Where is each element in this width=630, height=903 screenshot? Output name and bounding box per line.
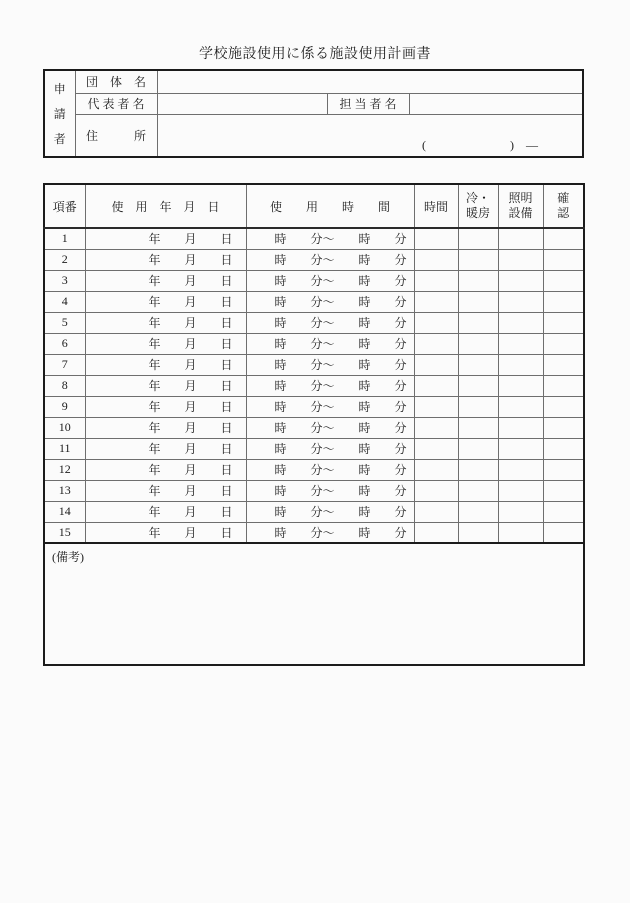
col-header-hvac [458, 184, 498, 228]
schedule-row [44, 270, 584, 291]
applicant-side-char: 請 [53, 107, 66, 121]
row-date-cell [85, 417, 246, 438]
row-hvac-cell [458, 333, 498, 354]
row-time-cell [246, 228, 414, 249]
row-number: 3 [44, 270, 85, 291]
row-hvac-cell [458, 270, 498, 291]
row-confirm-cell [543, 312, 584, 333]
row-time-template: 時 分～ 時 分 [274, 525, 407, 540]
row-number: 5 [44, 312, 85, 333]
row-lighting-cell [498, 291, 543, 312]
applicant-side-char: 者 [53, 131, 66, 146]
row-number: 11 [44, 438, 85, 459]
address-field [157, 114, 583, 157]
row-time-cell [246, 480, 414, 501]
schedule-row [44, 522, 584, 543]
row-number: 4 [44, 291, 85, 312]
schedule-header-row [44, 184, 584, 228]
row-confirm-cell [543, 291, 584, 312]
row-date-cell [85, 291, 246, 312]
row-hours-cell [414, 480, 458, 501]
row-lighting-cell [498, 438, 543, 459]
row-date-template: 年 月 日 [148, 463, 233, 477]
applicant-table [43, 69, 584, 158]
row-date-template: 年 月 日 [148, 274, 233, 288]
row-time-template: 時 分～ 時 分 [274, 463, 407, 477]
col-header-confirm-line1: 確 [557, 191, 570, 205]
applicant-side-char: 申 [53, 82, 66, 97]
row-date-template: 年 月 日 [148, 442, 233, 456]
row-lighting-cell [498, 417, 543, 438]
row-number: 12 [44, 459, 85, 480]
row-date-template: 年 月 日 [148, 484, 233, 498]
row-hvac-cell [458, 417, 498, 438]
row-time-template: 時 分～ 時 分 [274, 274, 407, 288]
row-date-cell [85, 228, 246, 249]
row-hvac-cell [458, 375, 498, 396]
row-hvac-cell [458, 501, 498, 522]
row-time-cell [246, 291, 414, 312]
schedule-row [44, 291, 584, 312]
row-lighting-cell [498, 501, 543, 522]
row-lighting-cell [498, 333, 543, 354]
row-time-cell [246, 522, 414, 543]
row-time-cell [246, 354, 414, 375]
row-time-cell [246, 417, 414, 438]
row-lighting-cell [498, 522, 543, 543]
row-confirm-cell [543, 480, 584, 501]
row-hvac-cell [458, 312, 498, 333]
row-confirm-cell [543, 459, 584, 480]
representative-name-field [157, 93, 327, 114]
schedule-row [44, 312, 584, 333]
col-header-hours: 時間 [414, 184, 458, 228]
col-header-confirm [543, 184, 584, 228]
row-time-template: 時 分～ 時 分 [274, 337, 407, 351]
row-hours-cell [414, 228, 458, 249]
row-hours-cell [414, 459, 458, 480]
row-number: 10 [44, 417, 85, 438]
row-lighting-cell [498, 396, 543, 417]
row-date-template: 年 月 日 [148, 421, 233, 435]
applicant-side-vertical-text [45, 73, 75, 155]
remarks-label: (備考) [52, 550, 84, 564]
row-time-cell [246, 375, 414, 396]
schedule-row [44, 438, 584, 459]
row-time-cell [246, 459, 414, 480]
row-time-cell [246, 249, 414, 270]
row-hvac-cell [458, 228, 498, 249]
row-number: 2 [44, 249, 85, 270]
page-title: 学校施設使用に係る施設使用計画書 [199, 47, 431, 62]
row-confirm-cell [543, 354, 584, 375]
row-time-cell [246, 333, 414, 354]
row-number: 6 [44, 333, 85, 354]
row-time-template: 時 分～ 時 分 [274, 484, 407, 498]
row-lighting-cell [498, 375, 543, 396]
row-date-cell [85, 249, 246, 270]
schedule-row [44, 396, 584, 417]
row-time-cell [246, 396, 414, 417]
col-header-date: 使 用 年 月 日 [85, 184, 246, 228]
row-time-cell [246, 501, 414, 522]
schedule-row [44, 228, 584, 249]
row-date-template: 年 月 日 [148, 525, 233, 540]
row-hours-cell [414, 333, 458, 354]
row-lighting-cell [498, 270, 543, 291]
row-confirm-cell [543, 228, 584, 249]
schedule-row [44, 249, 584, 270]
row-hvac-cell [458, 480, 498, 501]
row-lighting-cell [498, 480, 543, 501]
row-hvac-cell [458, 354, 498, 375]
row-number: 1 [44, 228, 85, 249]
schedule-table [43, 183, 585, 544]
row-date-template: 年 月 日 [148, 379, 233, 393]
row-hours-cell [414, 438, 458, 459]
representative-name-label: 代 表 者 名 [75, 93, 157, 114]
row-lighting-cell [498, 249, 543, 270]
phone-number-placeholder: ( ) — [422, 138, 538, 152]
row-time-template: 時 分～ 時 分 [274, 316, 407, 330]
applicant-side-heading [44, 70, 75, 157]
row-confirm-cell [543, 522, 584, 543]
row-time-template: 時 分～ 時 分 [274, 232, 407, 247]
row-date-cell [85, 354, 246, 375]
row-lighting-cell [498, 312, 543, 333]
row-hours-cell [414, 354, 458, 375]
row-hours-cell [414, 417, 458, 438]
col-header-lighting [498, 184, 543, 228]
row-number: 13 [44, 480, 85, 501]
row-date-cell [85, 459, 246, 480]
schedule-body [44, 228, 584, 543]
row-hvac-cell [458, 522, 498, 543]
row-confirm-cell [543, 249, 584, 270]
row-confirm-cell [543, 417, 584, 438]
row-time-template: 時 分～ 時 分 [274, 400, 407, 414]
row-date-template: 年 月 日 [148, 358, 233, 372]
row-date-cell [85, 438, 246, 459]
col-header-confirm-line2: 認 [557, 206, 570, 220]
col-header-hvac-line1: 冷・ [465, 191, 490, 205]
row-date-template: 年 月 日 [148, 253, 233, 267]
contact-person-field [409, 93, 583, 114]
col-header-lighting-line1: 照明 [508, 191, 533, 205]
row-hvac-cell [458, 291, 498, 312]
row-time-cell [246, 438, 414, 459]
row-confirm-cell [543, 396, 584, 417]
col-header-time: 使 用 時 間 [246, 184, 414, 228]
row-lighting-cell [498, 459, 543, 480]
col-header-lighting-line2: 設備 [508, 206, 533, 220]
row-confirm-cell [543, 375, 584, 396]
row-time-template: 時 分～ 時 分 [274, 253, 407, 267]
row-date-template: 年 月 日 [148, 316, 233, 330]
row-hours-cell [414, 501, 458, 522]
row-time-template: 時 分～ 時 分 [274, 379, 407, 393]
row-confirm-cell [543, 270, 584, 291]
row-time-template: 時 分～ 時 分 [274, 505, 407, 519]
schedule-row [44, 417, 584, 438]
row-date-cell [85, 501, 246, 522]
schedule-row [44, 375, 584, 396]
row-date-cell [85, 396, 246, 417]
schedule-row [44, 333, 584, 354]
row-date-cell [85, 522, 246, 543]
row-hvac-cell [458, 249, 498, 270]
schedule-row [44, 459, 584, 480]
row-number: 7 [44, 354, 85, 375]
row-hours-cell [414, 375, 458, 396]
organization-name-field [157, 70, 583, 93]
remarks-box [43, 542, 585, 666]
organization-name-label: 団 体 名 [75, 70, 157, 93]
row-time-template: 時 分～ 時 分 [274, 421, 407, 435]
row-number: 15 [44, 522, 85, 543]
col-header-index: 項番 [44, 184, 85, 228]
row-date-template: 年 月 日 [148, 232, 233, 247]
row-time-cell [246, 270, 414, 291]
row-number: 8 [44, 375, 85, 396]
row-date-template: 年 月 日 [148, 295, 233, 309]
row-hours-cell [414, 291, 458, 312]
schedule-row [44, 354, 584, 375]
row-date-template: 年 月 日 [148, 505, 233, 519]
row-hvac-cell [458, 459, 498, 480]
row-hours-cell [414, 396, 458, 417]
row-hours-cell [414, 270, 458, 291]
applicant-row-address [44, 114, 583, 157]
applicant-row-organization [44, 70, 583, 93]
row-time-template: 時 分～ 時 分 [274, 358, 407, 372]
row-confirm-cell [543, 501, 584, 522]
row-hours-cell [414, 522, 458, 543]
schedule-row [44, 480, 584, 501]
row-lighting-cell [498, 354, 543, 375]
row-date-cell [85, 312, 246, 333]
row-date-template: 年 月 日 [148, 400, 233, 414]
row-time-template: 時 分～ 時 分 [274, 295, 407, 309]
row-date-cell [85, 270, 246, 291]
contact-person-label: 担 当 者 名 [327, 93, 409, 114]
col-header-hvac-line2: 暖房 [465, 206, 490, 220]
row-number: 14 [44, 501, 85, 522]
row-date-cell [85, 375, 246, 396]
applicant-row-representative [44, 93, 583, 114]
row-number: 9 [44, 396, 85, 417]
row-confirm-cell [543, 333, 584, 354]
row-hours-cell [414, 312, 458, 333]
schedule-row [44, 501, 584, 522]
row-lighting-cell [498, 228, 543, 249]
row-hvac-cell [458, 438, 498, 459]
row-date-cell [85, 480, 246, 501]
row-date-template: 年 月 日 [148, 337, 233, 351]
row-time-cell [246, 312, 414, 333]
row-confirm-cell [543, 438, 584, 459]
address-label: 住 所 [75, 114, 157, 157]
row-date-cell [85, 333, 246, 354]
row-time-template: 時 分～ 時 分 [274, 442, 407, 456]
schedule-header [44, 184, 584, 228]
row-hvac-cell [458, 396, 498, 417]
row-hours-cell [414, 249, 458, 270]
